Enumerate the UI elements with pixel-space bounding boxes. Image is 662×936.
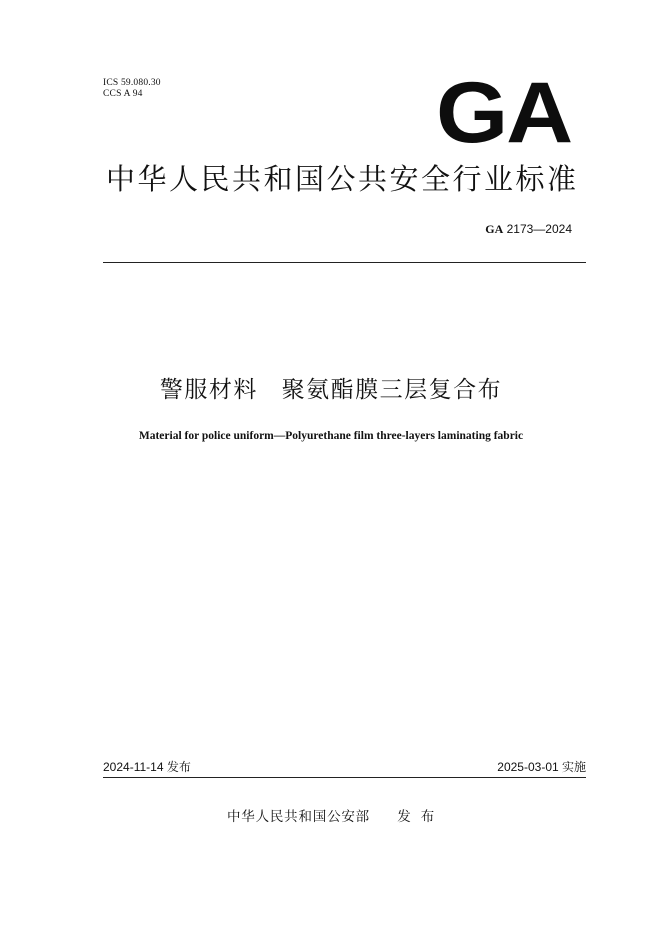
effective-date: 2025-03-01 实施 [497,760,586,774]
ga-logo: GA [436,65,571,161]
title-chinese: 警服材料 聚氨酯膜三层复合布 [159,376,503,402]
bottom-divider [103,777,586,778]
ccs-code: CCS A 94 [103,89,143,99]
standard-number [485,221,572,237]
standard-category: 中华人民共和国公共安全行业标准 [106,164,579,196]
issuer: 中华人民共和国公安部 发 布 [226,809,435,824]
title-english: Material for police uniform—Polyurethane film three-layers laminating fabric [138,430,524,442]
ics-code: ICS 59.080.30 [103,78,161,88]
top-divider [103,262,586,263]
standard-number-value: 2173—2024 [506,222,572,236]
standard-number-prefix: GA [485,222,504,236]
issue-date: 2024-11-14 发布 [103,760,191,774]
